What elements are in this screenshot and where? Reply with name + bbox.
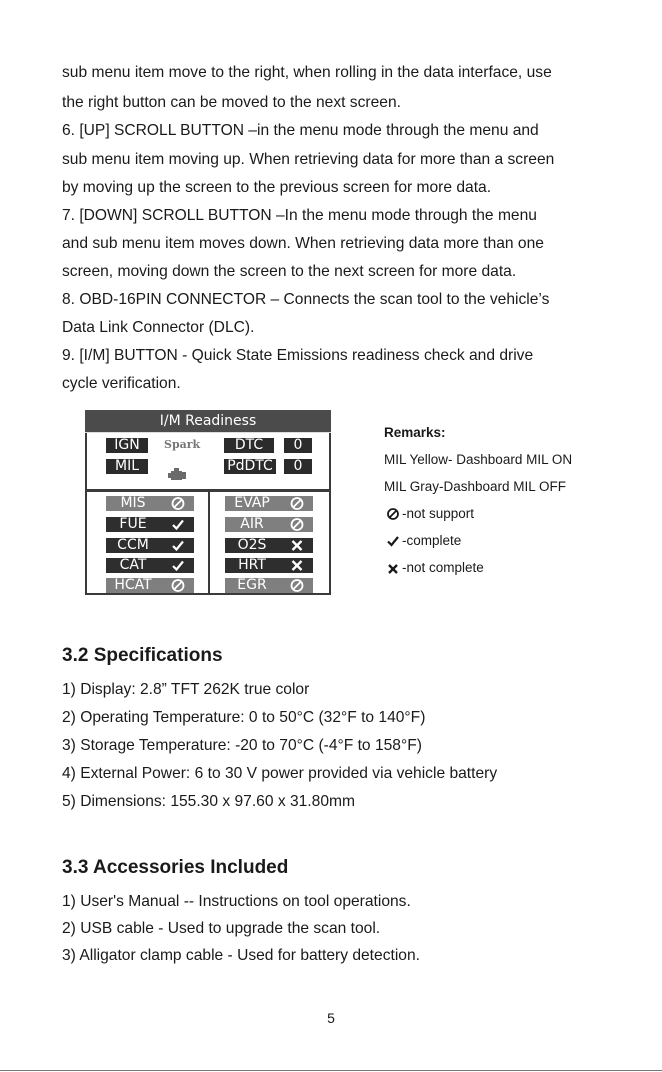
pddtc-value: 0 xyxy=(284,459,312,474)
engine-icon xyxy=(168,468,186,482)
remark-mil-yellow: MIL Yellow- Dashboard MIL ON xyxy=(384,452,573,467)
not-support-icon xyxy=(170,496,186,511)
spec-item: 1) Display: 2.8” TFT 262K true color xyxy=(62,681,310,698)
monitor-hcat: HCAT xyxy=(106,578,194,593)
spec-item: 3) Storage Temperature: -20 to 70°C (-4°F to 158°F) xyxy=(62,737,422,754)
monitor-evap: EVAP xyxy=(225,496,313,511)
complete-icon xyxy=(170,517,186,532)
not-support-icon xyxy=(289,496,305,511)
remark-mil-gray: MIL Gray-Dashboard MIL OFF xyxy=(384,479,567,494)
spec-item: 4) External Power: 6 to 30 V power provided via vehicle battery xyxy=(62,765,498,782)
dtc-value: 0 xyxy=(284,438,312,453)
monitor-egr: EGR xyxy=(225,578,313,593)
remark-complete: -complete xyxy=(402,533,462,548)
accessories-heading: 3.3 Accessories Included xyxy=(62,857,289,878)
body-line: 9. [I/M] BUTTON - Quick State Emissions readiness check and drive xyxy=(62,347,534,364)
not-support-icon xyxy=(289,578,305,593)
body-line: and sub menu item moves down. When retrieving data more than one xyxy=(62,235,544,252)
body-line: by moving up the screen to the previous screen for more data. xyxy=(62,179,492,196)
monitor-o2s: O2S xyxy=(225,538,313,553)
complete-icon xyxy=(170,558,186,573)
not-support-icon xyxy=(170,578,186,593)
accessory-item: 1) User's Manual -- Instructions on tool operations. xyxy=(62,893,411,910)
monitor-air: AIR xyxy=(225,517,313,532)
monitor-hrt: HRT xyxy=(225,558,313,573)
body-line: screen, moving down the screen to the next screen for more data. xyxy=(62,263,517,280)
remark-not-support: -not support xyxy=(402,506,475,521)
page-number: 5 xyxy=(327,1010,335,1026)
body-line: sub menu item moving up. When retrieving data for more than a screen xyxy=(62,151,555,168)
im-title: I/M Readiness xyxy=(85,410,331,433)
body-line: 7. [DOWN] SCROLL BUTTON –In the menu mode through the menu xyxy=(62,207,537,224)
body-line: 6. [UP] SCROLL BUTTON –in the menu mode through the menu and xyxy=(62,122,539,139)
body-line: sub menu item move to the right, when rolling in the data interface, use xyxy=(62,64,552,81)
specs-heading: 3.2 Specifications xyxy=(62,645,223,666)
im-status-area xyxy=(87,433,329,489)
ign-tag: IGN xyxy=(106,438,148,453)
remark-not-complete: -not complete xyxy=(402,560,484,575)
body-line: the right button can be moved to the next screen. xyxy=(62,94,401,111)
not-complete-icon xyxy=(289,558,305,573)
body-line: 8. OBD-16PIN CONNECTOR – Connects the scan tool to the vehicle’s xyxy=(62,291,550,308)
complete-icon xyxy=(170,538,186,553)
pddtc-tag: PdDTC xyxy=(224,459,276,474)
monitor-cat: CAT xyxy=(106,558,194,573)
spec-item: 2) Operating Temperature: 0 to 50°C (32°F to 140°F) xyxy=(62,709,426,726)
im-monitors-area xyxy=(87,492,329,593)
not-complete-icon xyxy=(386,562,400,576)
complete-icon xyxy=(386,534,400,548)
monitor-mis: MIS xyxy=(106,496,194,511)
body-line: Data Link Connector (DLC). xyxy=(62,319,255,336)
im-readiness-panel xyxy=(85,410,331,595)
mil-tag: MIL xyxy=(106,459,148,474)
body-line: cycle verification. xyxy=(62,375,181,392)
dtc-tag: DTC xyxy=(224,438,274,453)
remarks-title: Remarks: xyxy=(384,425,446,440)
not-support-icon xyxy=(289,517,305,532)
column-divider xyxy=(208,492,210,593)
not-support-icon xyxy=(386,507,400,521)
accessory-item: 3) Alligator clamp cable - Used for battery detection. xyxy=(62,947,420,964)
accessory-item: 2) USB cable - Used to upgrade the scan tool. xyxy=(62,920,381,937)
spec-item: 5) Dimensions: 155.30 x 97.60 x 31.80mm xyxy=(62,793,355,810)
spark-label: Spark xyxy=(164,438,201,451)
monitor-ccm: CCM xyxy=(106,538,194,553)
not-complete-icon xyxy=(289,538,305,553)
monitor-fue: FUE xyxy=(106,517,194,532)
page-bottom-rule xyxy=(0,1070,662,1071)
